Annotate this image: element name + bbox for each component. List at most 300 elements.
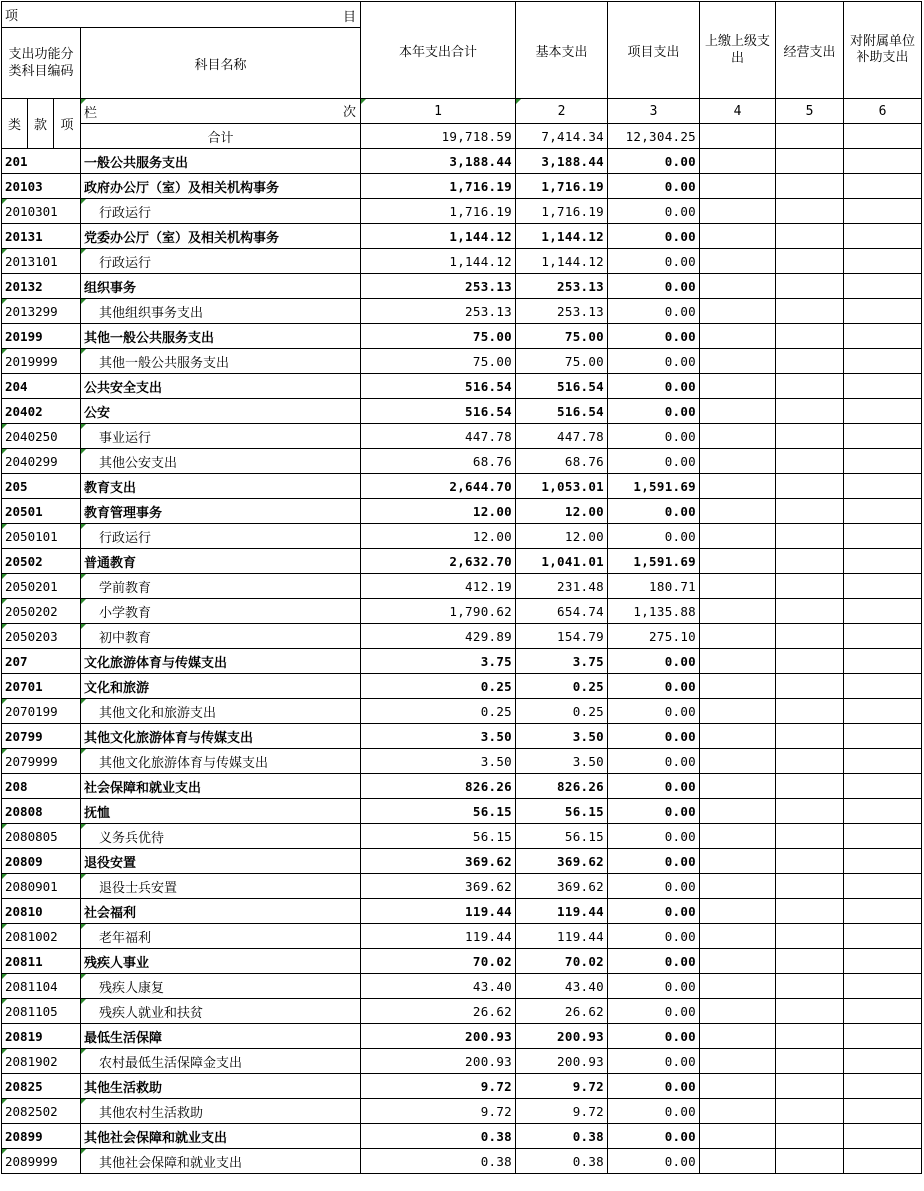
row-business bbox=[776, 199, 844, 224]
row-project: 0.00 bbox=[608, 149, 700, 174]
row-upper bbox=[700, 774, 776, 799]
row-name: 抚恤 bbox=[81, 799, 361, 824]
row-name: 行政运行 bbox=[81, 199, 361, 224]
table-row bbox=[2, 599, 922, 624]
row-subsidy bbox=[844, 749, 922, 774]
row-total: 2,644.70 bbox=[361, 474, 516, 499]
row-project: 0.00 bbox=[608, 299, 700, 324]
row-code: 20131 bbox=[2, 224, 81, 249]
row-business bbox=[776, 274, 844, 299]
total-total: 19,718.59 bbox=[361, 124, 516, 149]
row-basic: 1,053.01 bbox=[516, 474, 608, 499]
row-project: 0.00 bbox=[608, 249, 700, 274]
row-subsidy bbox=[844, 249, 922, 274]
row-business bbox=[776, 424, 844, 449]
row-code: 20132 bbox=[2, 274, 81, 299]
col-index-1: 1 bbox=[361, 99, 516, 124]
row-business bbox=[776, 699, 844, 724]
row-total: 43.40 bbox=[361, 974, 516, 999]
row-project: 0.00 bbox=[608, 924, 700, 949]
row-subsidy bbox=[844, 524, 922, 549]
name-header: 科目名称 bbox=[81, 28, 361, 99]
row-total: 0.38 bbox=[361, 1124, 516, 1149]
col-upper-header: 上缴上级支出 bbox=[700, 2, 776, 99]
row-name: 政府办公厅（室）及相关机构事务 bbox=[81, 174, 361, 199]
table-row bbox=[2, 324, 922, 349]
row-upper bbox=[700, 199, 776, 224]
row-upper bbox=[700, 749, 776, 774]
row-project: 0.00 bbox=[608, 699, 700, 724]
row-project: 1,591.69 bbox=[608, 474, 700, 499]
row-name: 其他组织事务支出 bbox=[81, 299, 361, 324]
row-upper bbox=[700, 674, 776, 699]
row-code: 20819 bbox=[2, 1024, 81, 1049]
row-upper bbox=[700, 849, 776, 874]
row-subsidy bbox=[844, 824, 922, 849]
col-index-5: 5 bbox=[776, 99, 844, 124]
table-row bbox=[2, 1074, 922, 1099]
row-upper bbox=[700, 599, 776, 624]
row-business bbox=[776, 824, 844, 849]
table-row bbox=[2, 299, 922, 324]
header-row-index bbox=[2, 99, 922, 124]
row-upper bbox=[700, 924, 776, 949]
row-subsidy bbox=[844, 899, 922, 924]
row-subsidy bbox=[844, 499, 922, 524]
row-business bbox=[776, 1074, 844, 1099]
row-code: 2050101 bbox=[2, 524, 81, 549]
row-upper bbox=[700, 1124, 776, 1149]
row-subsidy bbox=[844, 674, 922, 699]
row-code: 2013299 bbox=[2, 299, 81, 324]
row-name: 文化旅游体育与传媒支出 bbox=[81, 649, 361, 674]
row-project: 0.00 bbox=[608, 499, 700, 524]
row-project: 0.00 bbox=[608, 674, 700, 699]
xiang2-header: 项 bbox=[54, 99, 81, 149]
row-code: 20825 bbox=[2, 1074, 81, 1099]
row-subsidy bbox=[844, 549, 922, 574]
row-business bbox=[776, 624, 844, 649]
row-basic: 0.25 bbox=[516, 699, 608, 724]
row-upper bbox=[700, 974, 776, 999]
row-total: 0.38 bbox=[361, 1149, 516, 1174]
code-header: 支出功能分类科目编码 bbox=[2, 28, 81, 99]
row-name: 义务兵优待 bbox=[81, 824, 361, 849]
row-upper bbox=[700, 474, 776, 499]
table-row bbox=[2, 474, 922, 499]
total-subsidy bbox=[844, 124, 922, 149]
row-basic: 231.48 bbox=[516, 574, 608, 599]
row-code: 2080901 bbox=[2, 874, 81, 899]
col-index-4: 4 bbox=[700, 99, 776, 124]
table-row bbox=[2, 274, 922, 299]
table-row bbox=[2, 774, 922, 799]
row-name: 其他社会保障和就业支出 bbox=[81, 1149, 361, 1174]
row-project: 0.00 bbox=[608, 449, 700, 474]
row-code: 20199 bbox=[2, 324, 81, 349]
row-business bbox=[776, 474, 844, 499]
row-upper bbox=[700, 524, 776, 549]
row-code: 2013101 bbox=[2, 249, 81, 274]
row-name: 其他公安支出 bbox=[81, 449, 361, 474]
row-subsidy bbox=[844, 199, 922, 224]
row-project: 1,135.88 bbox=[608, 599, 700, 624]
expenditure-table bbox=[1, 1, 922, 1174]
row-upper bbox=[700, 449, 776, 474]
total-project: 12,304.25 bbox=[608, 124, 700, 149]
row-basic: 56.15 bbox=[516, 799, 608, 824]
table-row bbox=[2, 724, 922, 749]
row-basic: 68.76 bbox=[516, 449, 608, 474]
row-total: 447.78 bbox=[361, 424, 516, 449]
row-code: 20402 bbox=[2, 399, 81, 424]
row-code: 20809 bbox=[2, 849, 81, 874]
row-subsidy bbox=[844, 974, 922, 999]
row-project: 0.00 bbox=[608, 724, 700, 749]
row-basic: 369.62 bbox=[516, 874, 608, 899]
row-subsidy bbox=[844, 649, 922, 674]
table-row bbox=[2, 849, 922, 874]
row-upper bbox=[700, 649, 776, 674]
table-row bbox=[2, 224, 922, 249]
row-subsidy bbox=[844, 574, 922, 599]
row-basic: 447.78 bbox=[516, 424, 608, 449]
col-index-6: 6 bbox=[844, 99, 922, 124]
row-upper bbox=[700, 299, 776, 324]
row-code: 2019999 bbox=[2, 349, 81, 374]
total-row bbox=[2, 124, 922, 149]
table-row bbox=[2, 624, 922, 649]
table-row bbox=[2, 1099, 922, 1124]
col-index-2: 2 bbox=[516, 99, 608, 124]
kuan-header: 款 bbox=[28, 99, 54, 149]
table-row bbox=[2, 249, 922, 274]
row-project: 0.00 bbox=[608, 399, 700, 424]
table-row bbox=[2, 824, 922, 849]
row-total: 2,632.70 bbox=[361, 549, 516, 574]
row-total: 56.15 bbox=[361, 799, 516, 824]
row-business bbox=[776, 649, 844, 674]
row-project: 0.00 bbox=[608, 174, 700, 199]
row-code: 20103 bbox=[2, 174, 81, 199]
row-name: 残疾人就业和扶贫 bbox=[81, 999, 361, 1024]
table-row bbox=[2, 549, 922, 574]
table-row bbox=[2, 1024, 922, 1049]
row-subsidy bbox=[844, 1024, 922, 1049]
row-total: 3,188.44 bbox=[361, 149, 516, 174]
row-code: 2081902 bbox=[2, 1049, 81, 1074]
row-project: 0.00 bbox=[608, 799, 700, 824]
row-code: 208 bbox=[2, 774, 81, 799]
row-upper bbox=[700, 249, 776, 274]
lan-ci-cell bbox=[81, 99, 361, 124]
table-row bbox=[2, 174, 922, 199]
row-subsidy bbox=[844, 299, 922, 324]
row-basic: 253.13 bbox=[516, 299, 608, 324]
row-total: 3.75 bbox=[361, 649, 516, 674]
row-business bbox=[776, 799, 844, 824]
row-code: 20811 bbox=[2, 949, 81, 974]
row-total: 3.50 bbox=[361, 749, 516, 774]
row-subsidy bbox=[844, 774, 922, 799]
row-business bbox=[776, 299, 844, 324]
row-name: 小学教育 bbox=[81, 599, 361, 624]
row-total: 119.44 bbox=[361, 924, 516, 949]
table-row bbox=[2, 649, 922, 674]
row-total: 369.62 bbox=[361, 874, 516, 899]
row-project: 0.00 bbox=[608, 1149, 700, 1174]
row-subsidy bbox=[844, 724, 922, 749]
row-upper bbox=[700, 574, 776, 599]
table-row bbox=[2, 674, 922, 699]
row-subsidy bbox=[844, 474, 922, 499]
row-business bbox=[776, 224, 844, 249]
row-basic: 1,041.01 bbox=[516, 549, 608, 574]
row-basic: 12.00 bbox=[516, 524, 608, 549]
row-basic: 154.79 bbox=[516, 624, 608, 649]
table-row bbox=[2, 399, 922, 424]
row-project: 0.00 bbox=[608, 224, 700, 249]
row-business bbox=[776, 549, 844, 574]
row-name: 其他农村生活救助 bbox=[81, 1099, 361, 1124]
row-code: 2050203 bbox=[2, 624, 81, 649]
row-subsidy bbox=[844, 274, 922, 299]
row-upper bbox=[700, 1074, 776, 1099]
row-name: 老年福利 bbox=[81, 924, 361, 949]
row-name: 社会保障和就业支出 bbox=[81, 774, 361, 799]
row-business bbox=[776, 874, 844, 899]
col-total-header: 本年支出合计 bbox=[361, 2, 516, 99]
row-code: 2040299 bbox=[2, 449, 81, 474]
row-business bbox=[776, 449, 844, 474]
row-business bbox=[776, 924, 844, 949]
row-code: 204 bbox=[2, 374, 81, 399]
row-project: 0.00 bbox=[608, 749, 700, 774]
row-upper bbox=[700, 799, 776, 824]
row-business bbox=[776, 974, 844, 999]
table-row bbox=[2, 949, 922, 974]
row-basic: 200.93 bbox=[516, 1024, 608, 1049]
row-upper bbox=[700, 349, 776, 374]
row-business bbox=[776, 749, 844, 774]
row-total: 429.89 bbox=[361, 624, 516, 649]
row-project: 0.00 bbox=[608, 199, 700, 224]
row-name: 其他生活救助 bbox=[81, 1074, 361, 1099]
row-project: 0.00 bbox=[608, 1024, 700, 1049]
row-total: 75.00 bbox=[361, 349, 516, 374]
row-total: 1,716.19 bbox=[361, 174, 516, 199]
row-business bbox=[776, 724, 844, 749]
row-subsidy bbox=[844, 324, 922, 349]
row-name: 其他一般公共服务支出 bbox=[81, 349, 361, 374]
table-row bbox=[2, 749, 922, 774]
row-total: 12.00 bbox=[361, 524, 516, 549]
row-total: 70.02 bbox=[361, 949, 516, 974]
row-upper bbox=[700, 174, 776, 199]
row-business bbox=[776, 324, 844, 349]
row-project: 1,591.69 bbox=[608, 549, 700, 574]
row-basic: 43.40 bbox=[516, 974, 608, 999]
row-total: 826.26 bbox=[361, 774, 516, 799]
row-business bbox=[776, 574, 844, 599]
row-code: 2082502 bbox=[2, 1099, 81, 1124]
row-upper bbox=[700, 874, 776, 899]
row-name: 最低生活保障 bbox=[81, 1024, 361, 1049]
row-total: 75.00 bbox=[361, 324, 516, 349]
row-project: 0.00 bbox=[608, 999, 700, 1024]
row-subsidy bbox=[844, 1099, 922, 1124]
table-row bbox=[2, 449, 922, 474]
row-code: 2089999 bbox=[2, 1149, 81, 1174]
row-subsidy bbox=[844, 799, 922, 824]
row-subsidy bbox=[844, 624, 922, 649]
row-upper bbox=[700, 1024, 776, 1049]
row-business bbox=[776, 999, 844, 1024]
col-project-header: 项目支出 bbox=[608, 2, 700, 99]
row-name: 普通教育 bbox=[81, 549, 361, 574]
row-basic: 9.72 bbox=[516, 1074, 608, 1099]
row-total: 412.19 bbox=[361, 574, 516, 599]
row-subsidy bbox=[844, 424, 922, 449]
total-business bbox=[776, 124, 844, 149]
row-total: 1,716.19 bbox=[361, 199, 516, 224]
row-basic: 3.75 bbox=[516, 649, 608, 674]
row-basic: 200.93 bbox=[516, 1049, 608, 1074]
row-name: 事业运行 bbox=[81, 424, 361, 449]
row-upper bbox=[700, 224, 776, 249]
row-name: 文化和旅游 bbox=[81, 674, 361, 699]
row-name: 组织事务 bbox=[81, 274, 361, 299]
col-index-3: 3 bbox=[608, 99, 700, 124]
row-subsidy bbox=[844, 1124, 922, 1149]
row-subsidy bbox=[844, 1074, 922, 1099]
row-code: 2010301 bbox=[2, 199, 81, 224]
row-basic: 75.00 bbox=[516, 324, 608, 349]
row-project: 0.00 bbox=[608, 424, 700, 449]
row-business bbox=[776, 949, 844, 974]
row-basic: 0.38 bbox=[516, 1149, 608, 1174]
row-code: 20701 bbox=[2, 674, 81, 699]
row-basic: 654.74 bbox=[516, 599, 608, 624]
row-subsidy bbox=[844, 924, 922, 949]
row-upper bbox=[700, 324, 776, 349]
row-code: 2040250 bbox=[2, 424, 81, 449]
table-row bbox=[2, 799, 922, 824]
row-name: 初中教育 bbox=[81, 624, 361, 649]
row-business bbox=[776, 1099, 844, 1124]
row-name: 公安 bbox=[81, 399, 361, 424]
row-business bbox=[776, 1049, 844, 1074]
row-basic: 12.00 bbox=[516, 499, 608, 524]
row-project: 0.00 bbox=[608, 374, 700, 399]
xiang-label: 项 bbox=[5, 9, 19, 24]
row-project: 0.00 bbox=[608, 274, 700, 299]
row-basic: 516.54 bbox=[516, 374, 608, 399]
row-business bbox=[776, 849, 844, 874]
row-total: 56.15 bbox=[361, 824, 516, 849]
col-basic-header: 基本支出 bbox=[516, 2, 608, 99]
table-row bbox=[2, 1049, 922, 1074]
row-name: 教育支出 bbox=[81, 474, 361, 499]
row-upper bbox=[700, 724, 776, 749]
header-row-top bbox=[2, 2, 922, 28]
row-business bbox=[776, 374, 844, 399]
row-total: 200.93 bbox=[361, 1049, 516, 1074]
row-project: 0.00 bbox=[608, 899, 700, 924]
col-subsidy-header: 对附属单位补助支出 bbox=[844, 2, 922, 99]
ci-label: 次 bbox=[343, 105, 357, 120]
total-name: 合计 bbox=[81, 124, 361, 149]
row-code: 20808 bbox=[2, 799, 81, 824]
row-upper bbox=[700, 899, 776, 924]
row-total: 253.13 bbox=[361, 299, 516, 324]
row-name: 一般公共服务支出 bbox=[81, 149, 361, 174]
row-upper bbox=[700, 824, 776, 849]
row-business bbox=[776, 899, 844, 924]
row-basic: 9.72 bbox=[516, 1099, 608, 1124]
row-basic: 1,144.12 bbox=[516, 249, 608, 274]
row-total: 26.62 bbox=[361, 999, 516, 1024]
row-project: 0.00 bbox=[608, 1074, 700, 1099]
row-basic: 0.38 bbox=[516, 1124, 608, 1149]
row-code: 20502 bbox=[2, 549, 81, 574]
row-basic: 75.00 bbox=[516, 349, 608, 374]
row-basic: 1,716.19 bbox=[516, 174, 608, 199]
row-business bbox=[776, 1149, 844, 1174]
row-basic: 3,188.44 bbox=[516, 149, 608, 174]
row-subsidy bbox=[844, 374, 922, 399]
row-basic: 3.50 bbox=[516, 749, 608, 774]
expenditure-sheet bbox=[1, 1, 923, 1174]
row-business bbox=[776, 524, 844, 549]
row-name: 残疾人事业 bbox=[81, 949, 361, 974]
table-row bbox=[2, 424, 922, 449]
row-name: 公共安全支出 bbox=[81, 374, 361, 399]
row-upper bbox=[700, 1099, 776, 1124]
row-total: 0.25 bbox=[361, 674, 516, 699]
row-subsidy bbox=[844, 224, 922, 249]
row-name: 其他一般公共服务支出 bbox=[81, 324, 361, 349]
row-project: 0.00 bbox=[608, 974, 700, 999]
data-rows bbox=[2, 149, 922, 1174]
table-row bbox=[2, 999, 922, 1024]
row-basic: 119.44 bbox=[516, 924, 608, 949]
row-basic: 70.02 bbox=[516, 949, 608, 974]
table-row bbox=[2, 1149, 922, 1174]
mu-label: 目 bbox=[343, 10, 357, 25]
row-upper bbox=[700, 374, 776, 399]
row-upper bbox=[700, 624, 776, 649]
row-name: 其他文化旅游体育与传媒支出 bbox=[81, 724, 361, 749]
row-project: 0.00 bbox=[608, 874, 700, 899]
row-project: 0.00 bbox=[608, 1099, 700, 1124]
row-project: 0.00 bbox=[608, 849, 700, 874]
row-basic: 1,716.19 bbox=[516, 199, 608, 224]
row-name: 退役士兵安置 bbox=[81, 874, 361, 899]
row-basic: 56.15 bbox=[516, 824, 608, 849]
row-project: 0.00 bbox=[608, 824, 700, 849]
table-row bbox=[2, 149, 922, 174]
row-total: 12.00 bbox=[361, 499, 516, 524]
row-code: 20501 bbox=[2, 499, 81, 524]
row-name: 农村最低生活保障金支出 bbox=[81, 1049, 361, 1074]
row-total: 9.72 bbox=[361, 1099, 516, 1124]
row-basic: 0.25 bbox=[516, 674, 608, 699]
table-row bbox=[2, 974, 922, 999]
row-subsidy bbox=[844, 449, 922, 474]
row-total: 3.50 bbox=[361, 724, 516, 749]
row-name: 教育管理事务 bbox=[81, 499, 361, 524]
